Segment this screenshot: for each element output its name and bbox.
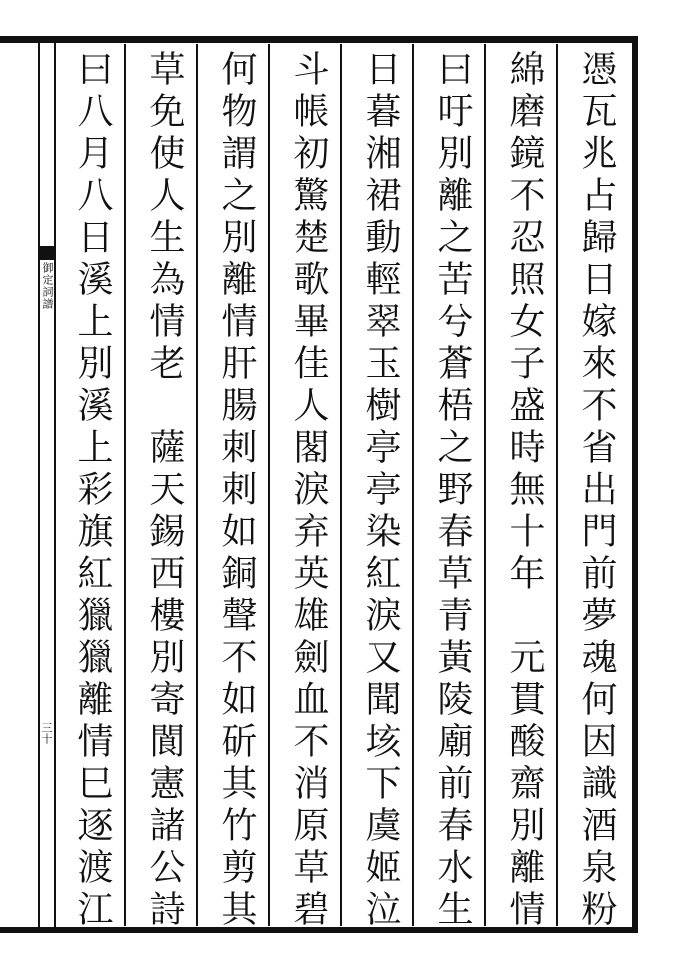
margin-page-number: 三十 [40,722,53,744]
text-column-4: 日暮湘裙動輕翠玉樹亭亭染紅淚又聞垓下虞姬泣 [360,50,401,932]
column-rule [484,44,486,926]
text-column-1: 憑瓦兆占歸日嫁來不省出門前夢魂何因識酒泉粉 [576,50,617,932]
text-column-3: 曰吁別離之苦兮蒼梧之野春草青黃陵廟前春水生 [432,50,473,932]
text-column-5: 斗帳初驚楚歌畢佳人閣淚弃英雄劍血不消原草碧 [288,50,329,932]
column-rule [556,44,558,926]
text-column-2: 綿磨鏡不忍照女子盛時無十年 元貫酸齋別離情 [504,50,545,932]
column-rule [268,44,270,926]
column-rule [196,44,198,926]
column-rule [412,44,414,926]
margin-top-text [0,42,38,262]
text-column-8: 曰八月八日溪上別溪上彩旗紅獵獵離情巳逐渡江 [72,50,113,932]
text-column-6: 何物謂之別離情肝腸刺刺如銅聲不如斫其竹剪其 [216,50,257,932]
margin-book-title: 御定詞譜 [41,262,54,310]
column-rule [340,44,342,926]
column-rule [124,44,126,926]
text-column-7: 草免使人生為情老 薩天錫西樓別寄閬憲諸公詩 [144,50,185,932]
